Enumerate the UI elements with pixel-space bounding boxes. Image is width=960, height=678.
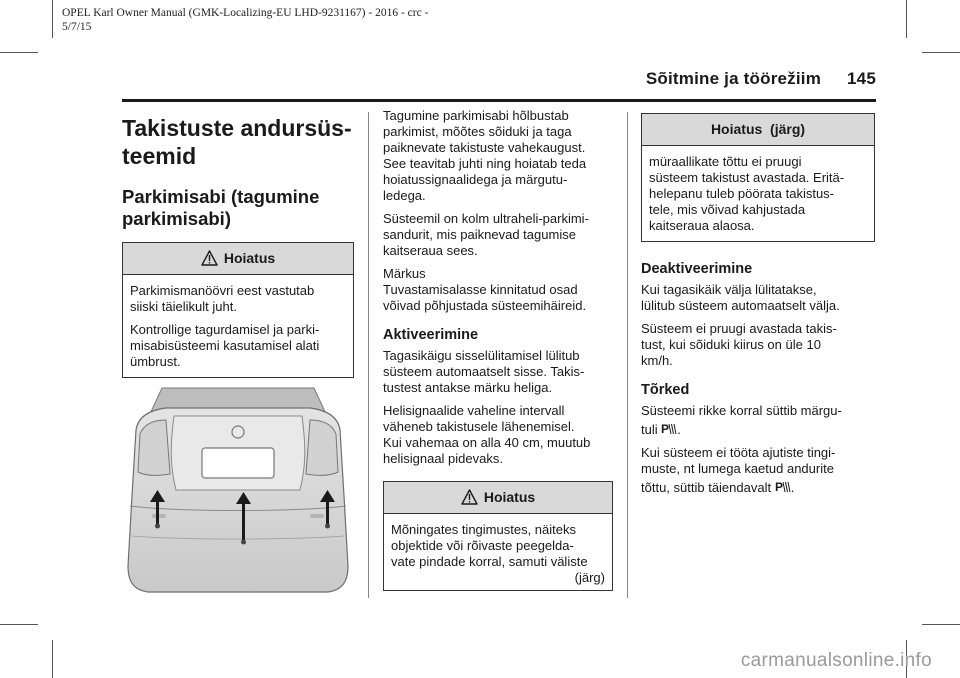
paragraph	[391, 522, 605, 570]
parking-assist-icon	[775, 480, 791, 494]
crop-mark	[922, 52, 960, 53]
subsection-title	[122, 186, 354, 230]
paragraph	[641, 445, 875, 496]
warning-body	[123, 275, 353, 377]
paragraph	[383, 211, 613, 259]
text-fragment: tõttu, süttib täiendavalt	[641, 480, 772, 495]
crop-mark	[922, 624, 960, 625]
text-line: objektide või rõivaste peegelda-	[391, 538, 574, 553]
column-divider	[627, 112, 628, 598]
text-line: misabisüsteemi kasutamisel alati	[130, 338, 320, 353]
warning-heading: Hoiatus	[223, 250, 276, 266]
text-fragment: tuli	[641, 422, 658, 437]
text-line: Kontrollige tagurdamisel ja parki-	[130, 322, 320, 337]
warning-box	[383, 481, 613, 591]
note-text	[383, 282, 613, 314]
text-line	[641, 422, 875, 438]
crop-mark	[906, 0, 907, 38]
text-line: Tuvastamisalasse kinnitatud osad	[383, 282, 578, 297]
parking-assist-icon	[661, 422, 677, 436]
text-line: siiski täielikult juht.	[130, 299, 237, 314]
text-line: tele, mis võivad kahjustada	[649, 202, 806, 217]
paragraph	[649, 154, 867, 234]
text-fragment: .	[790, 480, 795, 495]
text-line: Süsteemil on kolm ultraheli-parkimi-	[383, 211, 589, 226]
paragraph	[383, 403, 613, 467]
text-line: hoiatussignaalidega ja märgutu-	[383, 172, 568, 187]
text-line: vate pindade korral, samuti väliste	[391, 554, 588, 569]
paragraph	[383, 348, 613, 396]
text-line: kaitseraua sees.	[383, 243, 478, 258]
section-title	[122, 114, 354, 170]
text-line: tust, kui sõiduki kiirus on üle 10	[641, 337, 821, 352]
section-title-line: Takistuste andursüs-	[122, 115, 352, 141]
subsection-title-line: Parkimisabi (tagumine	[122, 186, 320, 207]
text-line: Süsteemi rikke korral süttib märgu-	[641, 403, 842, 418]
running-head	[646, 69, 876, 89]
text-line: süsteem automaatselt sisse. Takis-	[383, 364, 585, 379]
paragraph	[383, 108, 613, 204]
text-line: Parkimismanöövri eest vastutab	[130, 283, 315, 298]
faults-heading: Tõrked	[641, 382, 690, 398]
text-line: süsteem takistust avastada. Eritä-	[649, 170, 845, 185]
subsection-title-line: parkimisabi)	[122, 208, 231, 229]
car-rear-illustration	[122, 386, 354, 598]
deactivation-heading: Deaktiveerimine	[641, 261, 753, 277]
column-3	[641, 113, 875, 503]
document-header	[62, 6, 522, 34]
watermark: carmanualsonline.info	[740, 650, 932, 671]
warning-triangle-icon	[201, 250, 218, 266]
warning-header: Hoiatus (järg)	[642, 114, 874, 146]
warning-body	[384, 514, 612, 590]
paragraph	[641, 403, 875, 438]
note-label: Märkus	[383, 266, 426, 281]
text-line: müraallikate tõttu ei pruugi	[649, 154, 802, 169]
text-line: Tagumine parkimisabi hõlbustab	[383, 108, 569, 123]
paragraph	[641, 321, 875, 369]
text-line: See teavitab juhti ning hoiatab teda	[383, 156, 587, 171]
paragraph	[641, 282, 875, 314]
paragraph	[130, 283, 346, 315]
text-line: Kui tagasikäik välja lülitatakse,	[641, 282, 817, 297]
text-line: Süsteem ei pruugi avastada takis-	[641, 321, 837, 336]
warning-header	[384, 482, 612, 514]
chapter-title: Sõitmine ja töörežiim	[645, 69, 822, 88]
section-title-line: teemid	[122, 143, 197, 169]
warning-continued-box	[641, 113, 875, 242]
doc-header-date: 5/7/15	[62, 21, 92, 33]
text-line: paiknevate takistuste vahekaugust.	[383, 140, 586, 155]
header-rule	[122, 99, 876, 102]
text-line: sandurit, mis paiknevad tagumise	[383, 227, 576, 242]
text-line: lülitub süsteem automaatselt välja.	[641, 298, 840, 313]
text-line: võivad põhjustada süsteemihäireid.	[383, 298, 587, 313]
text-line: tustest antakse märku heliga.	[383, 380, 553, 395]
crop-mark	[52, 0, 53, 38]
text-line: Kui süsteem ei tööta ajutiste tingi-	[641, 445, 836, 460]
text-line: ledega.	[383, 188, 426, 203]
column-2	[383, 108, 613, 591]
text-line: muste, nt lumega kaetud andurite	[641, 461, 834, 476]
column-1	[122, 108, 354, 378]
warning-triangle-icon	[461, 489, 478, 505]
column-divider	[368, 112, 369, 598]
crop-mark	[0, 52, 38, 53]
text-line: helepanu tuleb pöörata takistus-	[649, 186, 835, 201]
warning-heading: Hoiatus	[483, 489, 536, 505]
text-line: Helisignaalide vaheline intervall	[383, 403, 565, 418]
continued-label: (järg)	[574, 570, 605, 585]
activation-heading: Aktiveerimine	[383, 327, 479, 343]
text-line: Kui vahemaa on alla 40 cm, muutub	[383, 435, 591, 450]
warning-body	[642, 146, 874, 241]
text-line: km/h.	[641, 353, 673, 368]
text-line: parkimist, mõõtes sõiduki ja taga	[383, 124, 572, 139]
text-line	[641, 480, 875, 496]
text-line: helisignaal pidevaks.	[383, 451, 503, 466]
crop-mark	[0, 624, 38, 625]
warning-header	[123, 243, 353, 275]
svg-text:P: P	[661, 422, 670, 436]
text-fragment: .	[677, 422, 681, 437]
text-line: kaitseraua alaosa.	[649, 218, 755, 233]
text-line: väheneb takistusele lähenemisel.	[383, 419, 575, 434]
page-number: 145	[847, 69, 876, 88]
text-line: Mõningates tingimustes, näiteks	[391, 522, 576, 537]
paragraph	[130, 322, 346, 370]
text-line: ümbrust.	[130, 354, 181, 369]
doc-header-line: OPEL Karl Owner Manual (GMK-Localizing-EU LHD-9231167) - 2016 - crc -	[62, 7, 429, 19]
text-line: Tagasikäigu sisselülitamisel lülitub	[383, 348, 580, 363]
warning-box	[122, 242, 354, 378]
crop-mark	[52, 640, 53, 678]
svg-text:P: P	[774, 480, 783, 494]
